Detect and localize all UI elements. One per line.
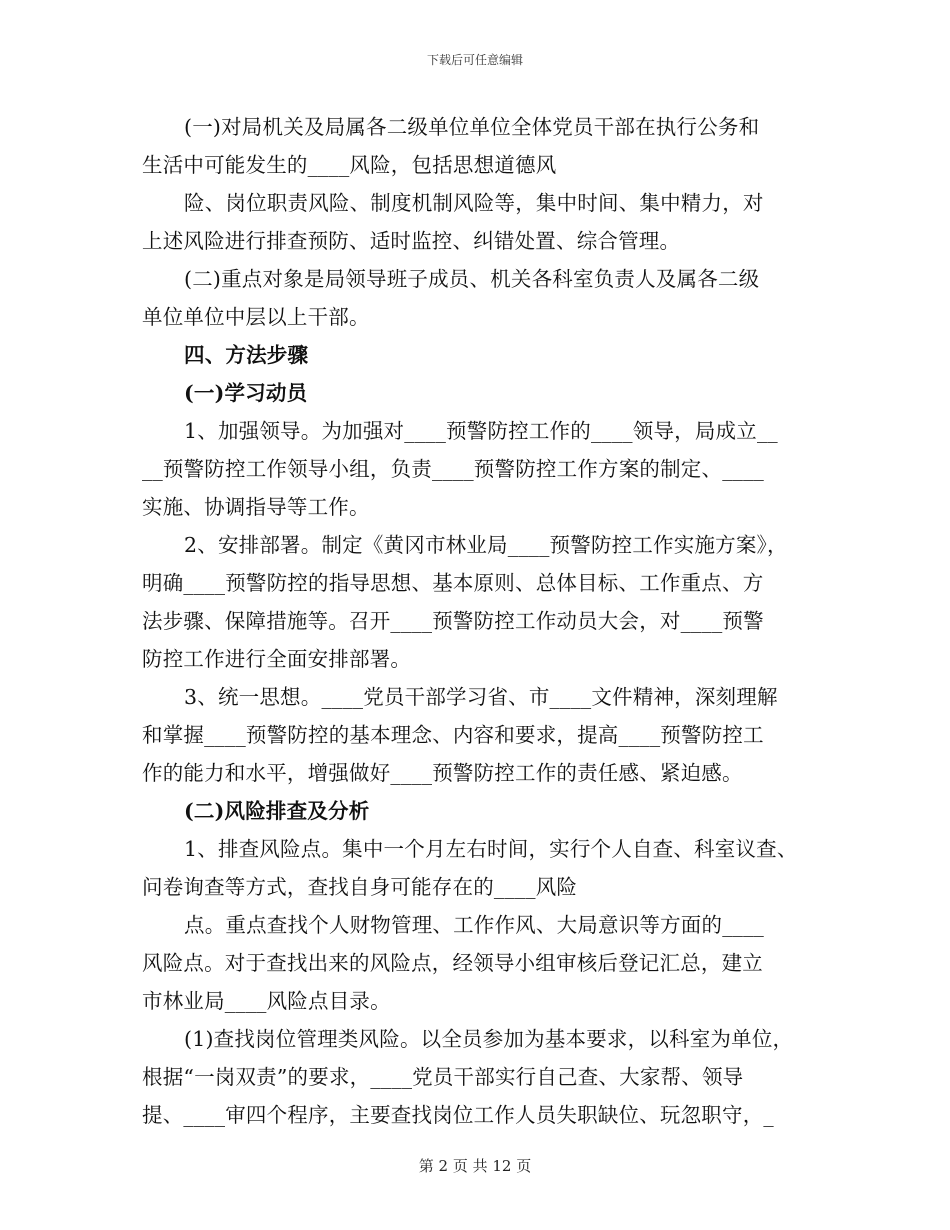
paragraph-line: 和掌握____预警防控的基本理念、内容和要求，提高____预警防控工 [142,723,764,747]
paragraph-line: 1、排查风险点。集中一个月左右时间，实行个人自查、科室议查、 [184,837,798,861]
page-header: 下载后可任意编辑 [426,53,523,67]
page-footer: 第 2 页 共 12 页 [418,1157,532,1175]
paragraph-line: 法步骤、保障措施等。召开____预警防控工作动员大会，对____预警 [142,609,764,633]
paragraph-line: 防控工作进行全面安排部署。 [142,647,412,671]
paragraph-line: (一)对局机关及局属各二级单位单位全体党员干部在执行公务和 [184,115,760,139]
paragraph-line: 单位单位中层以上干部。 [142,305,370,329]
paragraph-line: 市林业局____风险点目录。 [142,989,391,1013]
paragraph-line: (二)重点对象是局领导班子成员、机关各科室负责人及属各二级 [184,267,760,291]
document-body [142,108,814,1134]
paragraph-line: 风险点。对于查找出来的风险点，经领导小组审核后登记汇总，建立 [142,951,763,975]
paragraph-line: 生活中可能发生的____风险，包括思想道德风 [142,153,557,177]
paragraph-line: 实施、协调指导等工作。 [142,495,370,519]
paragraph-line: 上述风险进行排查预防、适时监控、纠错处置、综合管理。 [142,229,681,253]
paragraph-line: 3、统一思想。____党员干部学习省、市____文件精神，深刻理解 [184,685,778,709]
paragraph-line: (1)查找岗位管理类风险。以全员参加为基本要求，以科室为单位， [184,1027,794,1051]
paragraph-line: 问卷询查等方式，查找自身可能存在的____风险 [142,875,578,899]
paragraph-line: 险、岗位职责风险、制度机制风险等，集中时间、集中精力，对 [184,191,764,215]
paragraph-line: 点。重点查找个人财物管理、工作作风、大局意识等方面的____ [184,913,764,937]
paragraph-line: 提、____审四个程序，主要查找岗位工作人员失职缺位、玩忽职守，_ [142,1103,774,1127]
paragraph-line: 1、加强领导。为加强对____预警防控工作的____领导，局成立__ [184,419,778,443]
paragraph-line: 明确____预警防控的指导思想、基本原则、总体目标、工作重点、方 [142,571,764,595]
paragraph-line: 作的能力和水平，增强做好____预警防控工作的责任感、紧迫感。 [142,761,743,785]
section-heading: 四、方法步骤 [184,343,309,367]
paragraph-line: __预警防控工作领导小组，负责____预警防控工作方案的制定、____ [142,457,764,481]
section-heading: (二)风险排查及分析 [184,799,370,823]
section-heading: (一)学习动员 [184,381,308,405]
paragraph-line: 根据“一岗双责”的要求，____党员干部实行自己查、大家帮、领导 [142,1065,744,1089]
paragraph-line: 2、安排部署。制定《黄冈市林业局____预警防控工作实施方案》， [184,533,788,557]
